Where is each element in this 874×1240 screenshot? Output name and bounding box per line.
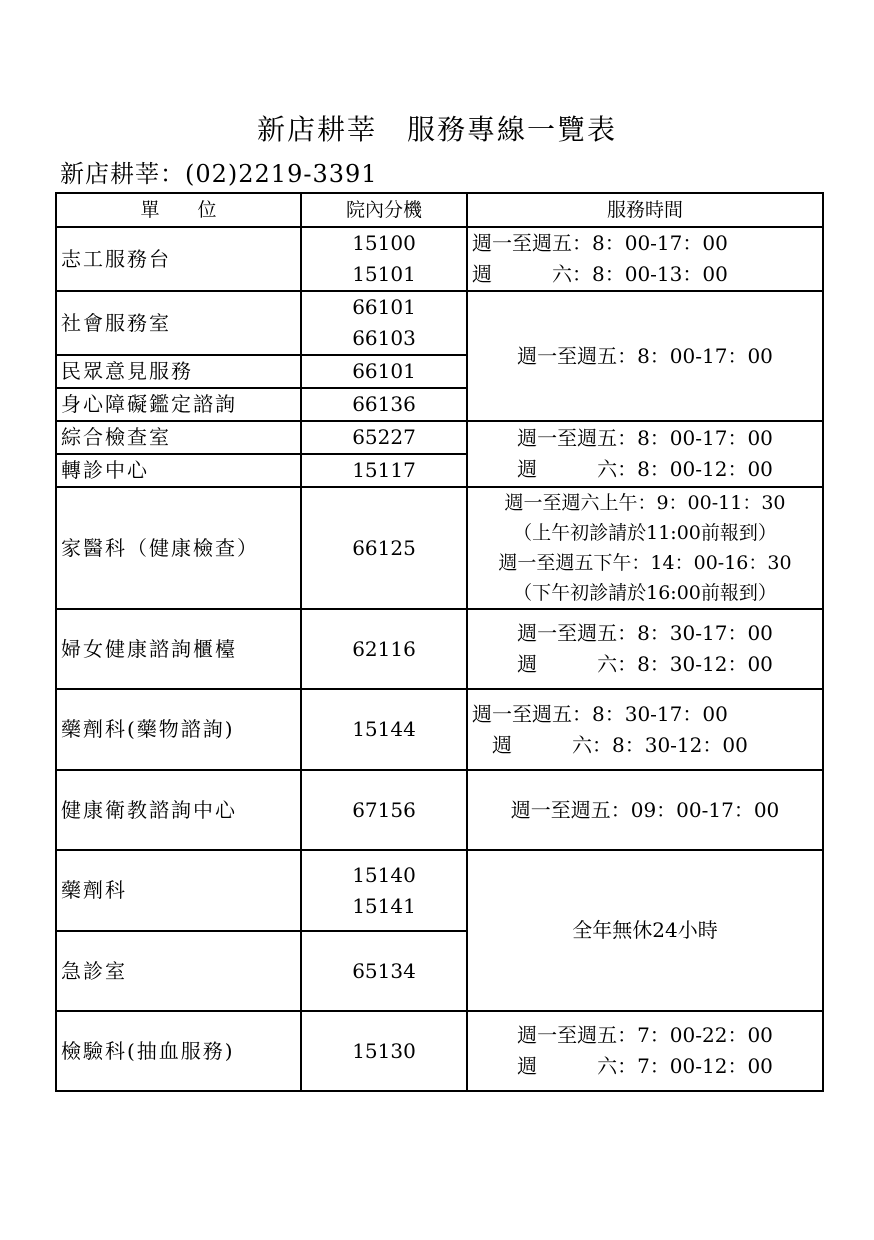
hospital-phone: 新店耕莘：(02)2219-3391 <box>60 160 378 188</box>
hours-line: （上午初診請於11:00前報到） <box>513 522 777 544</box>
extension-number: 15100 <box>352 231 416 255</box>
hours-cell <box>467 227 823 291</box>
table-row <box>56 770 823 850</box>
unit-cell: 檢驗科(抽血服務) <box>56 1011 301 1091</box>
extension-number: 62116 <box>352 636 416 661</box>
unit-cell: 家醫科（健康檢查） <box>56 487 301 609</box>
hours-line: 週一至週五下午：14：00-16：30 <box>498 552 792 574</box>
unit-cell: 身心障礙鑑定諮詢 <box>56 388 301 421</box>
extension-number: 67156 <box>352 797 416 822</box>
hours-line: 週 六：8：30-12：00 <box>472 732 748 757</box>
extension-cell <box>301 355 467 388</box>
header-hours: 服務時間 <box>467 193 823 227</box>
unit-cell: 社會服務室 <box>56 291 301 355</box>
extension-number: 15101 <box>352 262 416 286</box>
unit-cell: 藥劑科 <box>56 850 301 931</box>
unit-cell: 藥劑科(藥物諮詢) <box>56 689 301 770</box>
extension-number: 66103 <box>352 326 416 350</box>
hours-cell <box>467 850 823 1011</box>
hours-cell <box>467 421 823 487</box>
unit-cell: 轉診中心 <box>56 454 301 487</box>
hours-cell <box>467 1011 823 1091</box>
hours-line: 週 六：8：00-13：00 <box>472 262 728 286</box>
hours-line: 週 六：8：00-12：00 <box>517 457 773 481</box>
unit-cell: 急診室 <box>56 931 301 1011</box>
hours-cell <box>467 689 823 770</box>
hours-line: （下午初診請於16:00前報到） <box>513 582 777 604</box>
hours-cell <box>467 487 823 609</box>
header-unit: 單 位 <box>56 193 301 227</box>
extension-cell <box>301 227 467 291</box>
table-row <box>56 487 823 609</box>
hours-line: 週一至週六上午：9：00-11：30 <box>504 492 786 514</box>
extension-number: 65227 <box>352 425 416 449</box>
extension-cell <box>301 421 467 454</box>
table-row <box>56 227 823 291</box>
hours-line: 全年無休24小時 <box>572 918 718 942</box>
unit-cell: 綜合檢查室 <box>56 421 301 454</box>
hours-cell <box>467 609 823 689</box>
extension-number: 65134 <box>352 958 416 983</box>
extension-number: 15130 <box>352 1038 416 1063</box>
hours-line: 週一至週五：8：00-17：00 <box>517 426 773 450</box>
extension-cell <box>301 291 467 355</box>
hours-line: 週一至週五：8：00-17：00 <box>472 231 728 255</box>
table-header-row <box>56 193 823 227</box>
hours-line: 週一至週五：8：30-17：00 <box>472 701 728 726</box>
extension-cell <box>301 689 467 770</box>
table-row <box>56 850 823 931</box>
hours-line: 週一至週五：09：00-17：00 <box>510 797 780 822</box>
hours-line: 週一至週五：8：00-17：00 <box>517 343 773 368</box>
hours-cell <box>467 770 823 850</box>
extension-cell <box>301 931 467 1011</box>
service-line-table <box>55 192 824 1092</box>
extension-number: 15117 <box>352 458 416 482</box>
header-extension: 院內分機 <box>301 193 467 227</box>
extension-number: 66125 <box>352 535 416 560</box>
hours-line: 週一至週五：7：00-22：00 <box>517 1023 773 1047</box>
extension-cell <box>301 388 467 421</box>
extension-number: 66101 <box>352 295 416 319</box>
unit-cell: 婦女健康諮詢櫃檯 <box>56 609 301 689</box>
extension-cell <box>301 770 467 850</box>
table-row <box>56 609 823 689</box>
hours-line: 週 六：8：30-12：00 <box>517 652 773 676</box>
page-title: 新店耕莘 服務專線一覽表 <box>256 113 617 146</box>
hours-line: 週 六：7：00-12：00 <box>517 1054 773 1078</box>
extension-number: 66136 <box>352 392 416 416</box>
table-row <box>56 689 823 770</box>
table-row <box>56 1011 823 1091</box>
unit-cell: 民眾意見服務 <box>56 355 301 388</box>
unit-cell: 志工服務台 <box>56 227 301 291</box>
extension-cell <box>301 454 467 487</box>
table-row <box>56 421 823 454</box>
hours-cell <box>467 291 823 421</box>
extension-cell <box>301 1011 467 1091</box>
extension-cell <box>301 609 467 689</box>
extension-number: 15144 <box>352 717 416 741</box>
unit-cell: 健康衛教諮詢中心 <box>56 770 301 850</box>
extension-number: 15140 <box>352 862 416 887</box>
hours-line: 週一至週五：8：30-17：00 <box>517 621 773 645</box>
extension-number: 66101 <box>352 359 416 383</box>
table-row <box>56 291 823 355</box>
extension-cell <box>301 487 467 609</box>
extension-number: 15141 <box>352 893 416 918</box>
extension-cell <box>301 850 467 931</box>
